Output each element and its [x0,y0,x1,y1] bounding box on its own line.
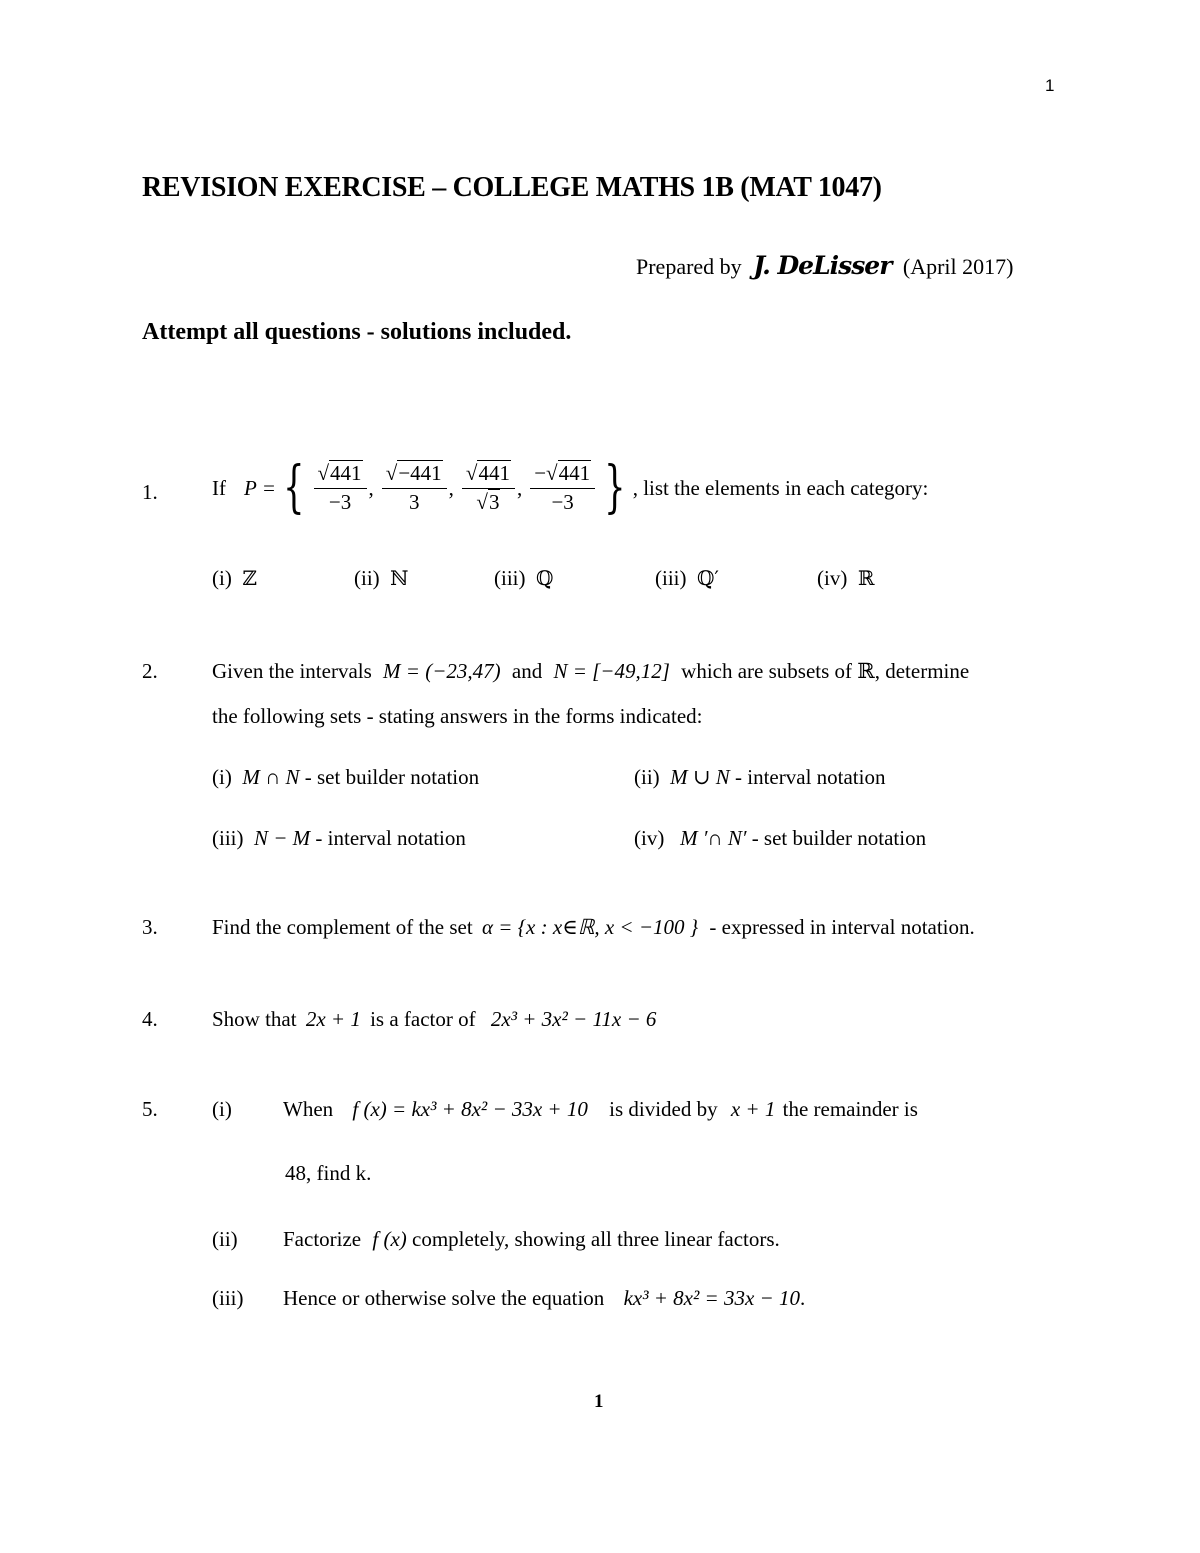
fraction-3: $\frac{√441}{√3}$ [462,462,515,513]
q2-part-i: (i) M ∩ N - set builder notation [212,765,480,789]
author-signature: J. DeLisser [753,251,892,280]
q5-part-i-line-2: 48, find k. [285,1161,372,1185]
q2-part-iii: (iii) N − M - interval notation [212,826,466,850]
fraction-1: $\frac{√441}{-3}$ [314,462,367,513]
question-number: 5. [142,1097,158,1121]
question-number: 1. [142,480,158,504]
question-number: 2. [142,659,158,683]
q3-line: Find the complement of the set α = {x : x∈ℝ, x < −100 } - expressed in interval notation. [212,915,975,939]
q5-part-iii-line: Hence or otherwise solve the equation kx³ + 8x² = 33x − 10. [283,1286,806,1310]
q1-category-2: (ii) ℕ [354,566,409,590]
q1-lead: If [212,475,226,500]
footer-page-number: 1 [594,1391,604,1412]
q1-category-5: (iv) ℝ [817,566,875,590]
q2-line-2: the following sets - stating answers in the forms indicated: [212,704,703,728]
document-title: REVISION EXERCISE – COLLEGE MATHS 1B (MAT 1047) [142,172,882,203]
fraction-4: $\frac{-√441}{-3}$ [530,462,595,513]
q5-part-i-label: (i) [212,1097,232,1121]
prepared-prefix: Prepared by [636,254,742,279]
q2-line-1: Given the intervals M = (−23,47) and N = [−49,12] which are subsets of ℝ, determine [212,659,970,683]
q5-part-ii-line: Factorize f (x) completely, showing all three linear factors. [283,1227,780,1251]
q1-category-1: (i) ℤ [212,566,257,590]
instruction-heading: Attempt all questions - solutions included. [142,319,572,345]
left-brace: { [283,455,305,520]
question-number: 3. [142,915,158,939]
question-number: 4. [142,1007,158,1031]
q2-part-iv: (iv) M ′∩ N′ - set builder notation [634,826,927,850]
q4-line: Show that 2x + 1 is a factor of 2x³ + 3x² − 11x − 6 [212,1007,657,1031]
q5-part-ii-label: (ii) [212,1227,238,1251]
prepared-by-line [636,251,1013,280]
q5-part-iii-label: (iii) [212,1286,244,1310]
question-1-line: If P = { $\frac{√441}{-3}$ , $\frac{√-441}{3}$ , $\frac{√441}{√3}$ , $\frac{-√441}{-3}$ } , list the elements in each category: [212,455,929,520]
q1-category-4: (iii) ℚ′ [655,566,719,590]
q2-part-ii: (ii) M ∪ N - interval notation [634,765,886,789]
header-page-number: 1 [1045,76,1055,95]
q1-category-3: (iii) ℚ [494,566,554,590]
q1-tail: , list the elements in each category: [632,475,929,500]
q5-part-i-line: When f (x) = kx³ + 8x² − 33x + 10 is divided by x + 1 the remainder is [283,1097,918,1121]
q1-set-name: P = [244,475,276,500]
prepared-date: (April 2017) [902,254,1014,279]
fraction-2: $\frac{√-441}{3}$ [382,462,447,513]
right-brace: } [604,455,626,520]
